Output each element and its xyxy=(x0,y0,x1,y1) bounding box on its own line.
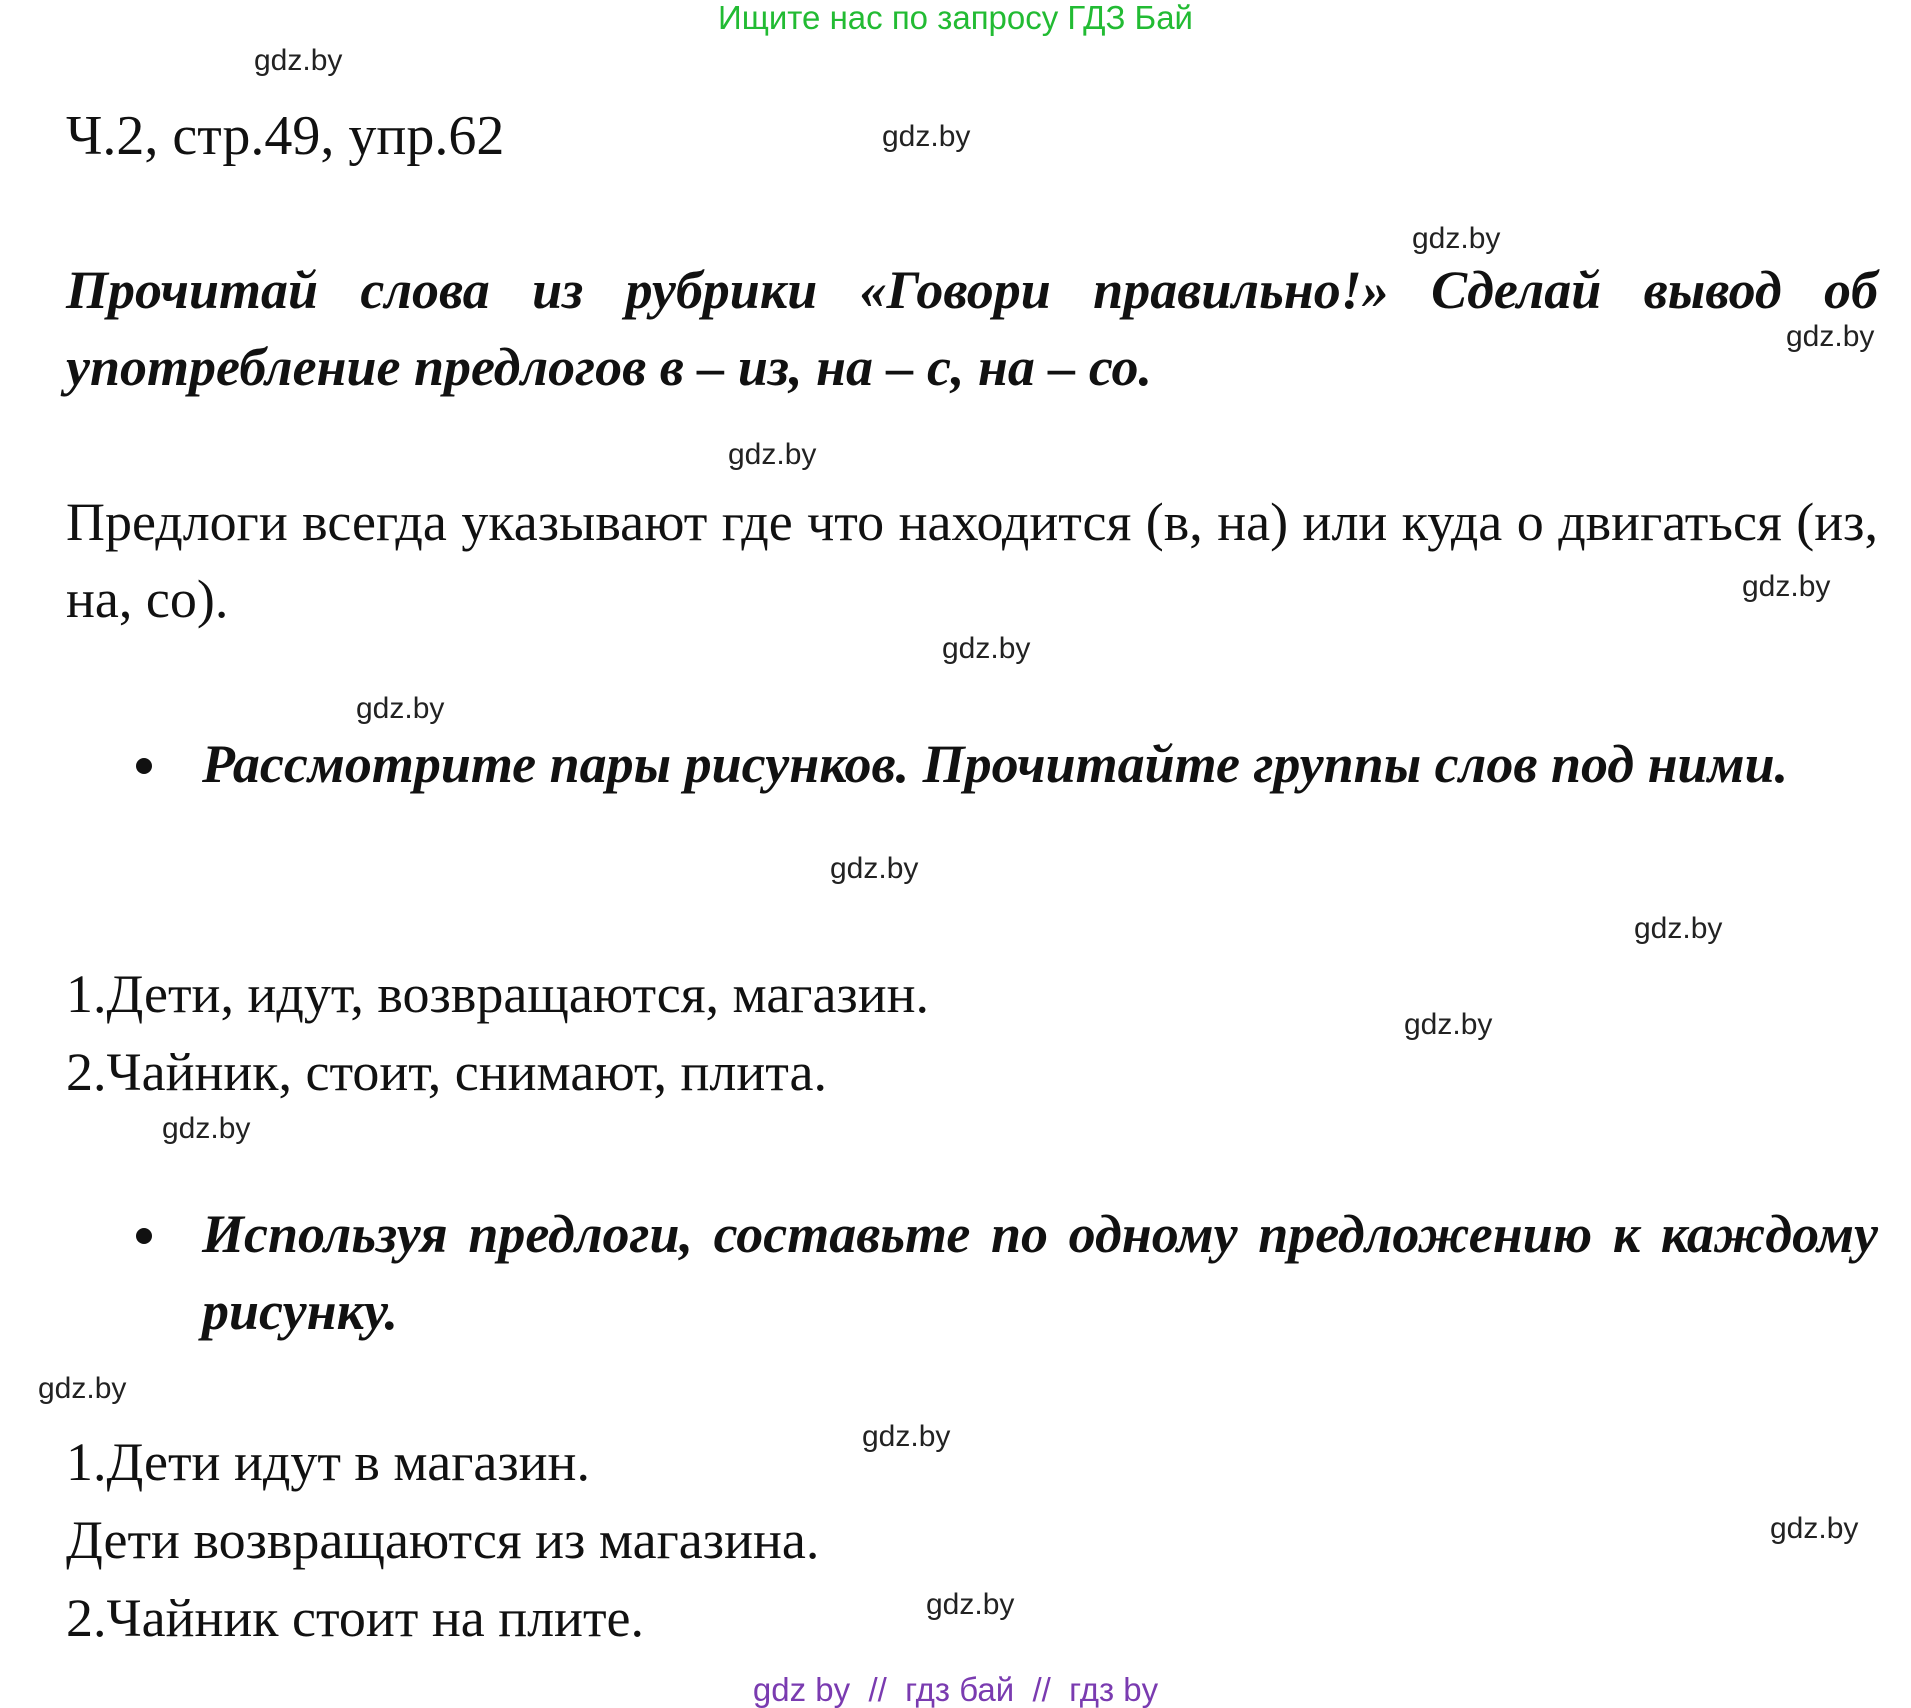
bullet-instruction-2: Используя предлоги, составьте по одному предложению к каждому рисунку. xyxy=(202,1204,1878,1341)
task-text: Прочитай слова из рубрики «Говори правильно!» Сделай вывод об употребление предлогов в – из, на – с, на – со. xyxy=(66,260,1878,397)
watermark-text: gdz.by xyxy=(254,44,343,77)
list-item: 1.Дети, идут, возвращаются, магазин. xyxy=(66,964,930,1024)
watermark-text: gdz.by xyxy=(728,438,817,471)
watermark-text: gdz.by xyxy=(1412,222,1501,255)
watermark-text: gdz.by xyxy=(162,1112,251,1145)
footer-links: gdz by // гдз бай // гдз by xyxy=(752,1671,1159,1708)
watermark-text: gdz.by xyxy=(1770,1512,1859,1545)
watermark-text: gdz.by xyxy=(1404,1008,1493,1041)
watermark-text: gdz.by xyxy=(356,692,445,725)
list-item: 2.Чайник, стоит, снимают, плита. xyxy=(66,1042,827,1102)
watermark-text: gdz.by xyxy=(38,1372,127,1405)
watermark-text: gdz.by xyxy=(926,1588,1015,1621)
watermark-text: gdz.by xyxy=(1786,320,1875,353)
search-banner: Ищите нас по запросу ГДЗ Бай xyxy=(718,0,1193,36)
bullet-icon xyxy=(136,1228,152,1244)
watermark-text: gdz.by xyxy=(1634,912,1723,945)
list-item: 1.Дети идут в магазин. xyxy=(66,1432,590,1492)
exercise-heading: Ч.2, стр.49, упр.62 xyxy=(66,105,505,167)
bullet-icon xyxy=(136,758,152,774)
answer-paragraph: Предлоги всегда указывают где что находится (в, на) или куда о двигаться (из, на, со). xyxy=(66,492,1878,629)
watermark-text: gdz.by xyxy=(862,1420,951,1453)
list-item: Дети возвращаются из магазина. xyxy=(66,1510,820,1570)
watermark-text: gdz.by xyxy=(1742,570,1831,603)
watermark-text: gdz.by xyxy=(830,852,919,885)
watermark-text: gdz.by xyxy=(882,120,971,153)
bullet-instruction-1: Рассмотрите пары рисунков. Прочитайте группы слов под ними. xyxy=(202,734,1789,794)
watermark-text: gdz.by xyxy=(942,632,1031,665)
list-item: 2.Чайник стоит на плите. xyxy=(66,1588,645,1648)
